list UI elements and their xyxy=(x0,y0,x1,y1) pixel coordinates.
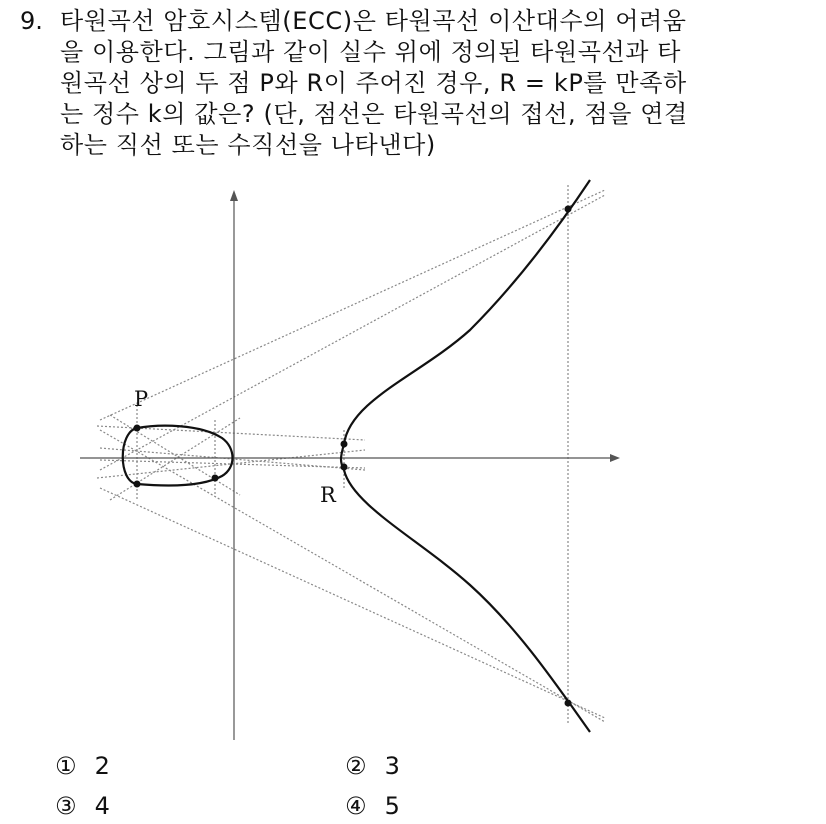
answer-choices xyxy=(55,748,775,823)
secant-line-upper-2 xyxy=(100,195,605,470)
construction-lines xyxy=(97,185,605,725)
choice-3[interactable] xyxy=(55,788,110,824)
point-lower-right xyxy=(565,700,572,707)
question-number: 9. xyxy=(20,7,43,35)
choice-marker: ③ xyxy=(55,792,77,820)
point-upper-right xyxy=(565,206,572,213)
choice-value: 5 xyxy=(384,792,400,820)
choice-marker: ① xyxy=(55,752,77,780)
point-p xyxy=(134,425,141,432)
choice-value: 4 xyxy=(94,792,110,820)
choice-value: 3 xyxy=(384,752,400,780)
curve-branch xyxy=(341,180,590,732)
x-axis-arrow-icon xyxy=(610,454,620,462)
choice-2[interactable] xyxy=(345,748,400,784)
question-line-4: 는 정수 k의 값은? (단, 점선은 타원곡선의 접선, 점을 연결 xyxy=(60,100,688,128)
choice-1[interactable] xyxy=(55,748,110,784)
point-upper-near-r xyxy=(341,441,348,448)
choice-value: 2 xyxy=(94,752,110,780)
y-axis-arrow-icon xyxy=(230,190,238,201)
point-r xyxy=(341,464,348,471)
point-oval-lower xyxy=(212,475,219,482)
label-p: P xyxy=(134,387,149,411)
secant-line-lower-1 xyxy=(100,430,605,722)
choice-marker: ② xyxy=(345,752,367,780)
secant-line-lower-2 xyxy=(100,488,605,718)
point-neg-p xyxy=(134,481,141,488)
question-line-2: 을 이용한다. 그림과 같이 실수 위에 정의된 타원곡선과 타 xyxy=(60,38,682,66)
question-line-1: 타원곡선 암호시스템(ECC)은 타원곡선 이산대수의 어려움 xyxy=(60,7,687,35)
elliptic-curve-figure xyxy=(70,175,630,745)
choice-marker: ④ xyxy=(345,792,367,820)
cross-line-2 xyxy=(110,418,240,500)
question-line-5: 하는 직선 또는 수직선을 나타낸다) xyxy=(60,131,436,159)
secant-line-upper-1 xyxy=(100,190,605,420)
choice-4[interactable] xyxy=(345,788,400,824)
question-line-3: 원곡선 상의 두 점 P와 R이 주어진 경우, R = kP를 만족하 xyxy=(60,69,687,97)
elliptic-curve-diagram xyxy=(70,175,630,745)
curve-points xyxy=(134,206,572,707)
label-r: R xyxy=(320,483,336,507)
